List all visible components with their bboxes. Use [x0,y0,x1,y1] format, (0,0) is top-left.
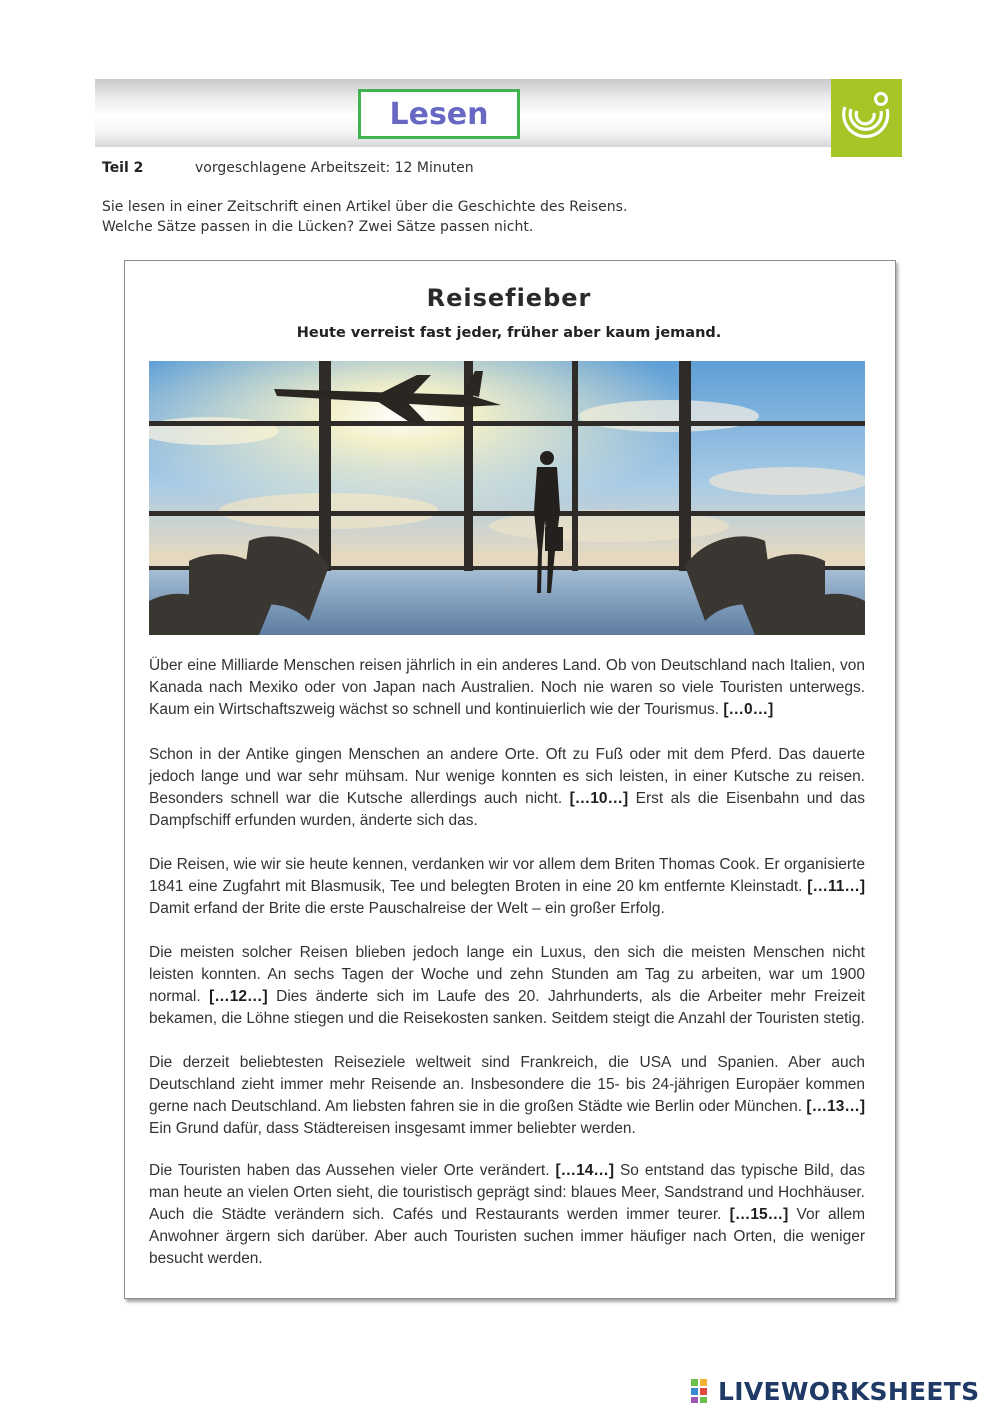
gap-marker: […13…] [806,1098,865,1115]
paragraph-text: Die derzeit beliebtesten Reiseziele weltweit sind Frankreich, die USA und Spanien. Aber auch Deutschland zieht immer mehr Reisende an. Insbesondere die 15- bis 24-jährigen Europäer kommen gerne nach Deutschland. Am liebsten fahren sie in die großen Städte wie Berlin oder München. [149,1054,865,1115]
paragraph-text: Vor allem Anwohner ärgern sich darüber. Aber auch Touristen suchen immer häufiger nach Orten, die weniger besucht werden. [149,1206,865,1267]
paragraph-text: Dies änderte sich im Laufe des 20. Jahrhunderts, als die Arbeiter mehr Freizeit bekamen, die Löhne stiegen und die Reisekosten sanken. Seitdem steigt die Anzahl der Touristen stetig. [149,988,865,1027]
gap-marker: […0…] [723,701,774,718]
instruction-line: Sie lesen in einer Zeitschrift einen Artikel über die Geschichte des Reisens. [102,199,628,215]
liveworksheets-logo-icon [690,1378,718,1404]
instruction-line: Welche Sätze passen in die Lücken? Zwei Sätze passen nicht. [102,219,534,235]
worktime-label: vorgeschlagene Arbeitszeit: 12 Minuten [195,160,474,176]
paragraph-text: Die Touristen haben das Aussehen vieler Orte verändert. [149,1162,556,1179]
paragraph-text: So entstand das typische Bild, das man heute an vielen Orten sieht, die touristisch geprägt sind: blaues Meer, Sandstrand und Hochhäuser. Auch die Städte verändern sich. Cafés und Restaurants werden immer teurer. [149,1162,865,1223]
goethe-logo-icon [831,79,902,157]
paragraph-text: Ein Grund dafür, dass Städtereisen insgesamt immer beliebter werden. [149,1120,636,1137]
gap-marker: […10…] [569,790,629,807]
paragraph-text: Damit erfand der Brite die erste Pauschalreise der Welt – ein großer Erfolg. [149,900,665,917]
article-subtitle: Heute verreist fast jeder, früher aber kaum jemand. [296,325,722,341]
paragraph-text: Die meisten solcher Reisen blieben jedoch lange ein Luxus, den sich die meisten Menschen nicht leisten konnten. An sechs Tagen der Woche und zehn Stunden am Tag zu arbeiten, war um 1900 normal. [149,944,865,1005]
article-paragraph [149,744,865,832]
article-paragraph [149,1052,865,1140]
article-paragraph [149,655,865,721]
gap-marker: […15…] [729,1206,789,1223]
liveworksheets-watermark [690,1376,979,1406]
paragraph-text: Schon in der Antike gingen Menschen an andere Orte. Oft zu Fuß oder mit dem Pferd. Das dauerte jedoch lange und war sehr mühsam. Nur wenige konnten es sich leisten, in einer Kutsche zu reisen. Besonders schnell war die Kutsche allerdings auch nicht. [149,746,865,807]
section-title: Lesen [358,89,520,139]
task-part-label: Teil 2 [102,160,144,176]
gap-marker: […12…] [209,988,268,1005]
paragraph-text: Die Reisen, wie wir sie heute kennen, verdanken wir vor allem dem Briten Thomas Cook. Er organisierte 1841 eine Zugfahrt mit Blasmusik, Tee und belegten Broten in eine 20 km entfernte Kleinstadt. [149,856,865,895]
article-paragraph [149,854,865,920]
article-paragraph [149,942,865,1030]
gap-marker: […14…] [555,1162,615,1179]
article-title: Reisefieber [426,284,592,312]
article-paragraph [149,1160,865,1270]
paragraph-text: Erst als die Eisenbahn und das Dampfschiff erfunden wurden, änderte sich das. [149,790,865,829]
watermark-text: LIVEWORKSHEETS [718,1376,980,1406]
gap-marker: […11…] [807,878,865,895]
airport-window-photo [149,361,865,635]
task-instructions [102,197,627,237]
paragraph-text: Über eine Milliarde Menschen reisen jährlich in ein anderes Land. Ob von Deutschland nach Italien, von Kanada nach Mexiko oder von Japan nach Australien. Noch nie waren so viele Touristen unterwegs. Kaum ein Wirtschaftszweig wächst so schnell und kontinuierlich wie der Tourismus. [149,657,865,718]
